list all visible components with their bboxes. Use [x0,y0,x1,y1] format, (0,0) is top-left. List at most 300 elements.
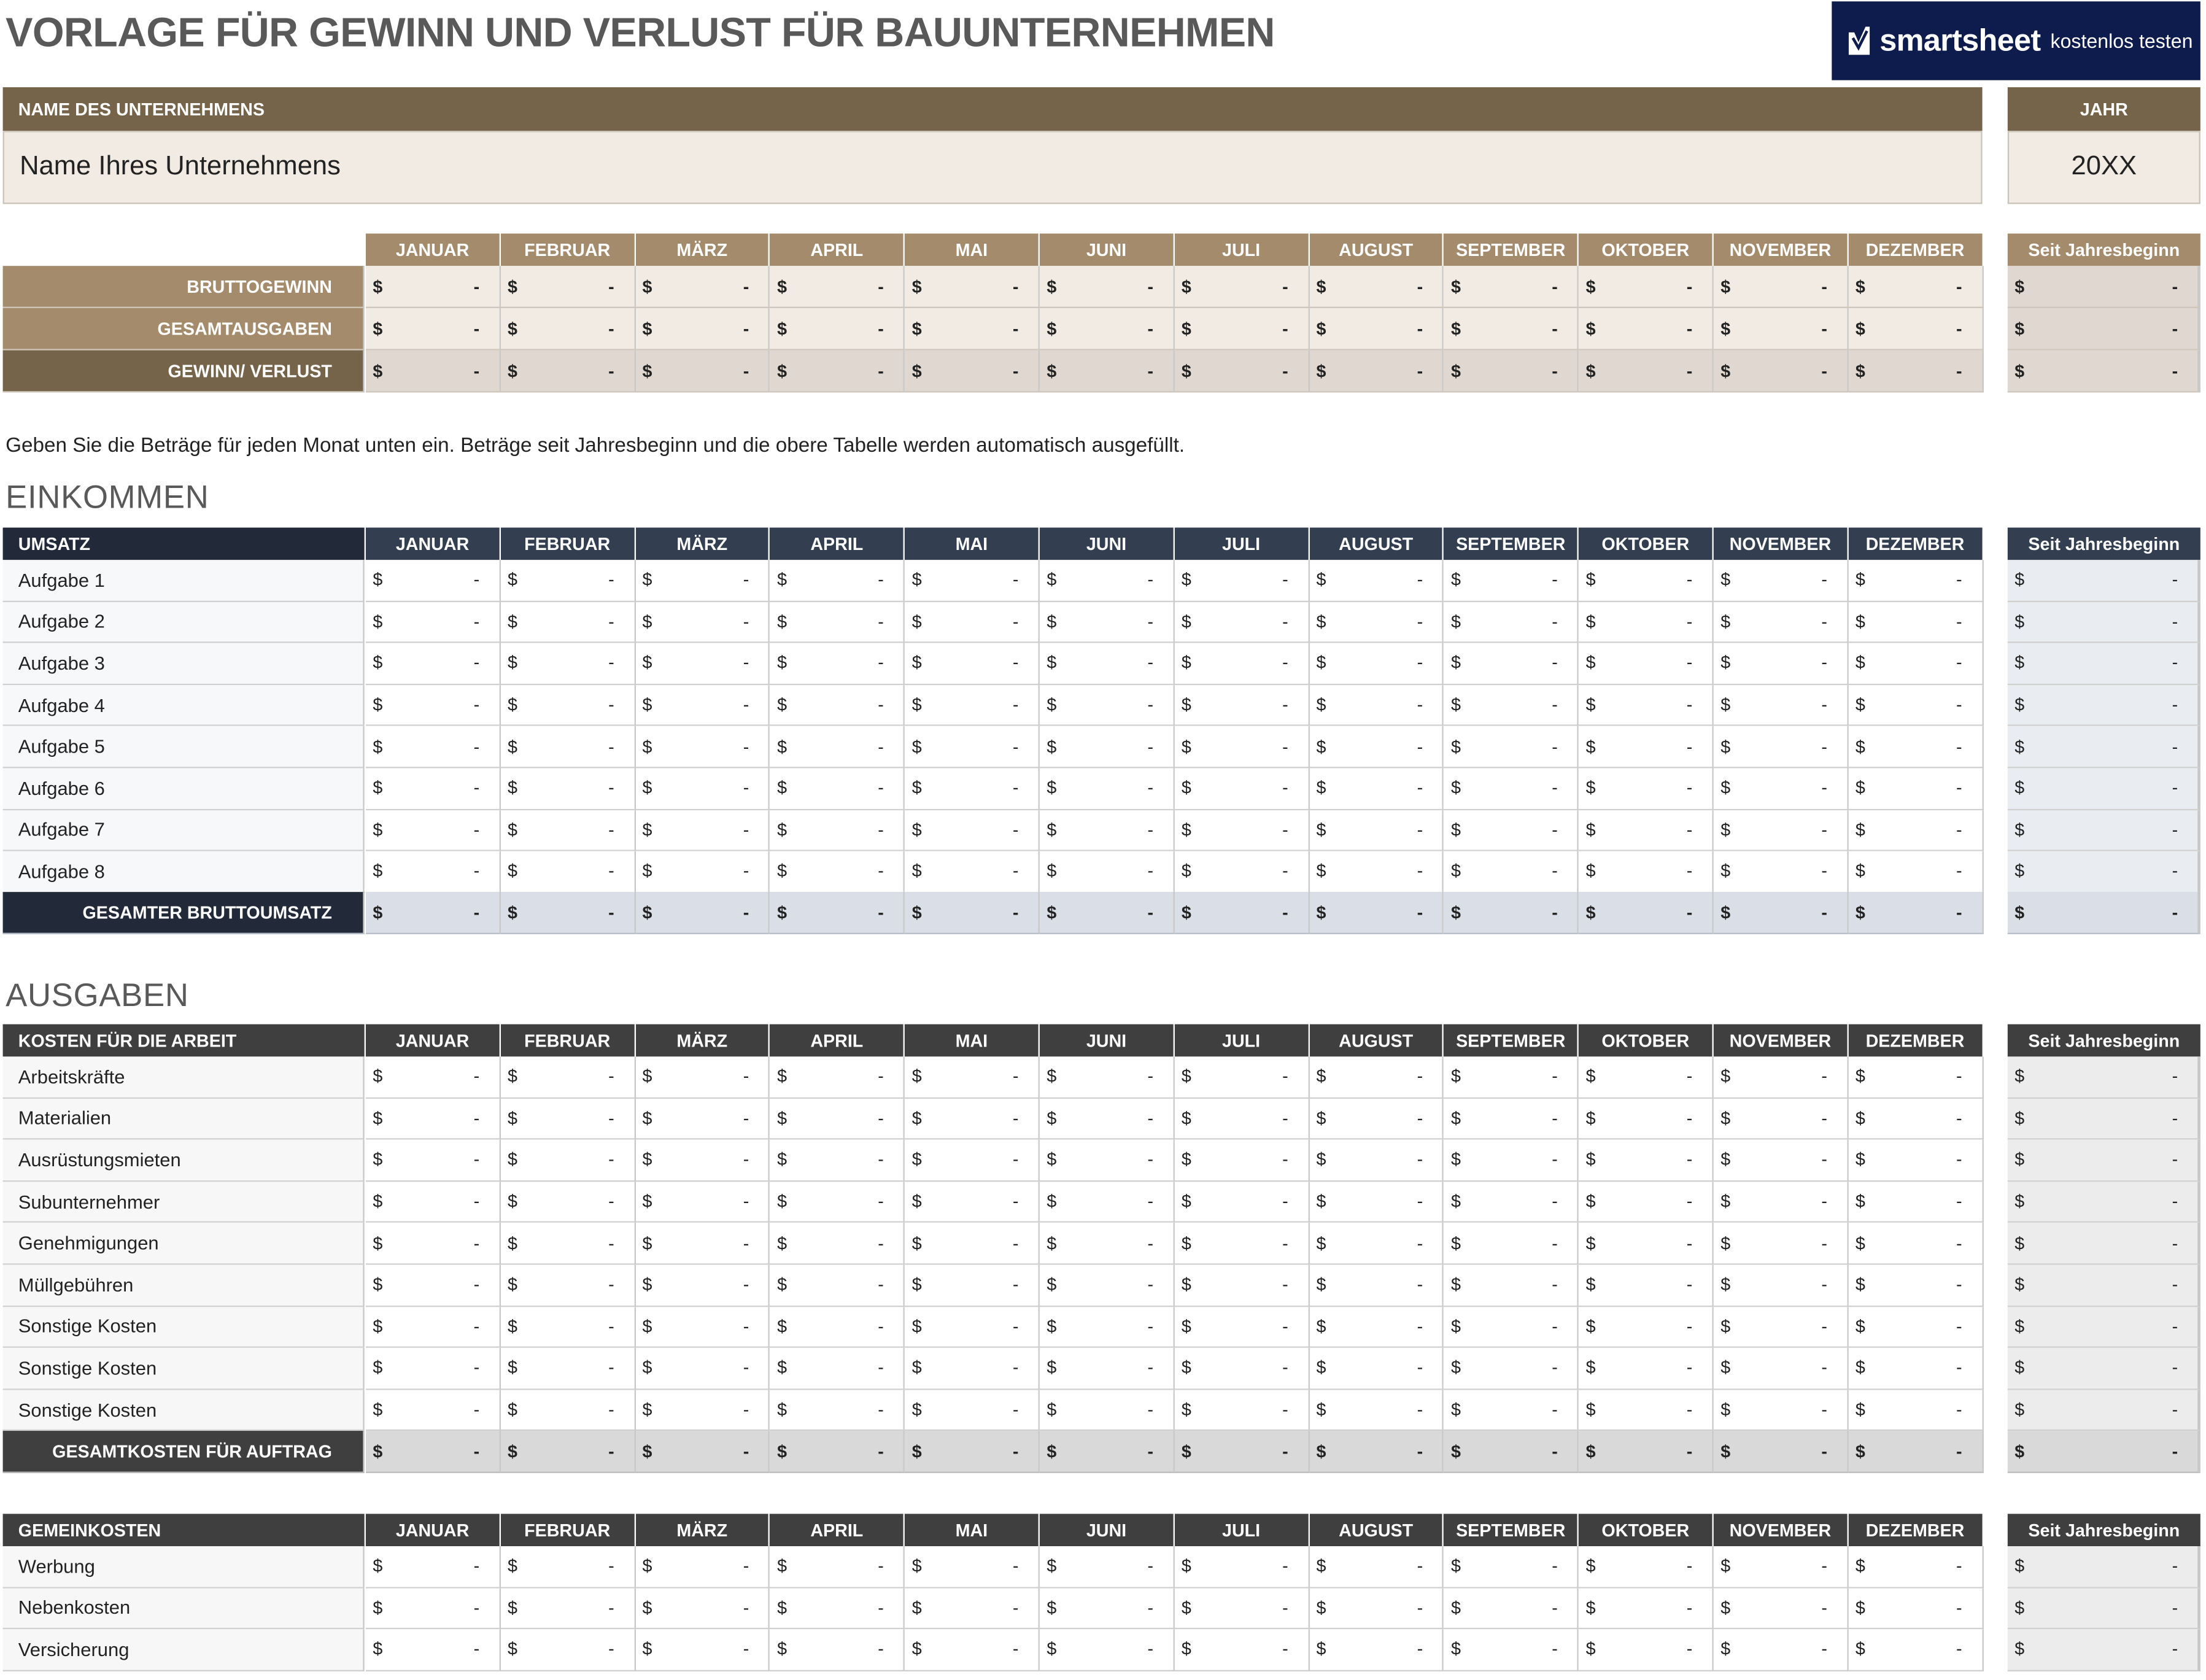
income-amount-cell[interactable] [635,602,770,643]
expenses-amount-cell[interactable] [1444,1306,1579,1348]
income-amount-cell[interactable] [1714,643,1849,685]
income-amount-cell[interactable] [1174,685,1309,727]
currency-symbol: $ [507,276,517,296]
expenses-amount-cell[interactable] [1579,1348,1714,1390]
expenses-amount-cell[interactable] [1714,1265,1849,1307]
expenses-amount-cell[interactable] [1848,1056,1983,1098]
expenses-amount-cell[interactable] [1444,1265,1579,1307]
expenses-amount-cell[interactable] [1040,1390,1175,1431]
amount-value: - [1552,1150,1558,1170]
expenses-amount-cell[interactable] [1848,1223,1983,1265]
income-amount-cell[interactable] [1579,560,1714,602]
income-amount-cell[interactable] [905,560,1040,602]
income-amount-cell[interactable] [1309,560,1444,602]
income-amount-cell[interactable] [1309,810,1444,851]
expenses-amount-cell[interactable] [635,1265,770,1307]
income-amount-cell[interactable] [1174,768,1309,810]
income-amount-cell[interactable] [1579,768,1714,810]
expenses-amount-cell[interactable] [635,1223,770,1265]
income-amount-cell[interactable] [770,643,905,685]
amount-value: - [1821,319,1827,339]
expenses-amount-cell[interactable] [770,1056,905,1098]
expenses-ytd-cell [2008,1182,2200,1223]
expenses-amount-cell[interactable] [905,1348,1040,1390]
expenses-amount-cell[interactable] [1714,1348,1849,1390]
income-amount-cell[interactable] [1579,851,1714,893]
expenses-amount-cell[interactable] [770,1098,905,1140]
expenses-amount-cell[interactable] [366,1056,501,1098]
expenses-amount-cell[interactable] [1848,1182,1983,1223]
income-amount-cell[interactable] [1848,768,1983,810]
expenses-amount-cell[interactable] [635,1140,770,1182]
currency-symbol: $ [1047,653,1057,673]
income-amount-cell[interactable] [635,768,770,810]
overhead-amount-cell[interactable] [905,1630,1040,1671]
amount-value: - [1956,861,1962,881]
expenses-amount-cell[interactable] [1714,1182,1849,1223]
currency-symbol: $ [1855,570,1865,590]
income-amount-cell[interactable] [1040,560,1175,602]
income-amount-cell[interactable] [1714,768,1849,810]
income-amount-cell[interactable] [1444,810,1579,851]
expenses-amount-cell[interactable] [1848,1265,1983,1307]
expenses-amount-cell[interactable] [1309,1098,1444,1140]
currency-symbol: $ [373,695,383,715]
expenses-amount-cell[interactable] [1579,1306,1714,1348]
expenses-amount-cell[interactable] [1309,1306,1444,1348]
expenses-amount-cell[interactable] [1174,1140,1309,1182]
expenses-amount-cell[interactable] [1579,1140,1714,1182]
expenses-amount-cell[interactable] [1579,1223,1714,1265]
smartsheet-trial-button[interactable] [1832,1,2200,80]
income-row-label: Aufgabe 8 [3,851,365,893]
income-amount-cell[interactable] [905,685,1040,727]
income-amount-cell[interactable] [501,727,636,768]
expenses-amount-cell[interactable] [1309,1223,1444,1265]
expenses-amount-cell[interactable] [1579,1182,1714,1223]
expenses-amount-cell[interactable] [1579,1390,1714,1431]
income-amount-cell[interactable] [1848,851,1983,893]
expenses-amount-cell[interactable] [501,1390,636,1431]
overhead-amount-cell[interactable] [366,1588,501,1630]
income-amount-cell[interactable] [905,727,1040,768]
overhead-amount-cell[interactable] [1309,1588,1444,1630]
expenses-amount-cell[interactable] [1174,1182,1309,1223]
expenses-amount-cell[interactable] [1444,1390,1579,1431]
overhead-amount-cell[interactable] [366,1630,501,1671]
amount-value: - [1552,902,1558,923]
expenses-amount-cell[interactable] [1444,1098,1579,1140]
income-amount-cell[interactable] [1848,560,1983,602]
overhead-amount-cell[interactable] [1174,1588,1309,1630]
overhead-amount-cell[interactable] [1579,1588,1714,1630]
income-amount-cell[interactable] [1848,643,1983,685]
expenses-amount-cell[interactable] [501,1265,636,1307]
income-amount-cell[interactable] [366,851,501,893]
overhead-amount-cell[interactable] [635,1546,770,1588]
expenses-amount-cell[interactable] [366,1390,501,1431]
income-amount-cell[interactable] [501,810,636,851]
expenses-amount-cell[interactable] [1174,1056,1309,1098]
overhead-amount-cell[interactable] [1040,1630,1175,1671]
income-amount-cell[interactable] [366,602,501,643]
currency-symbol: $ [777,1108,788,1129]
income-amount-cell[interactable] [366,685,501,727]
income-amount-cell[interactable] [770,560,905,602]
income-amount-cell[interactable] [770,768,905,810]
expenses-amount-cell[interactable] [1444,1348,1579,1390]
income-amount-cell[interactable] [1848,810,1983,851]
currency-symbol: $ [507,570,517,590]
income-row-label: Aufgabe 5 [3,727,365,768]
expenses-amount-cell[interactable] [366,1265,501,1307]
expenses-amount-cell[interactable] [366,1182,501,1223]
income-amount-cell[interactable] [905,602,1040,643]
amount-value: - [1012,570,1019,590]
amount-value: - [473,1441,480,1461]
currency-symbol: $ [1855,902,1865,923]
income-amount-cell[interactable] [1579,643,1714,685]
expenses-amount-cell[interactable] [1714,1098,1849,1140]
income-amount-cell[interactable] [501,643,636,685]
expenses-amount-cell[interactable] [501,1182,636,1223]
expenses-amount-cell[interactable] [770,1348,905,1390]
expenses-amount-cell[interactable] [905,1265,1040,1307]
currency-symbol: $ [1720,820,1731,840]
currency-symbol: $ [1855,861,1865,881]
income-amount-cell[interactable] [1579,685,1714,727]
income-amount-cell[interactable] [1174,810,1309,851]
amount-value: - [1417,1108,1423,1129]
income-amount-cell[interactable] [1444,560,1579,602]
income-amount-cell[interactable] [905,810,1040,851]
expenses-amount-cell[interactable] [1714,1140,1849,1182]
income-amount-cell[interactable] [501,560,636,602]
income-amount-cell[interactable] [635,851,770,893]
expenses-amount-cell[interactable] [770,1265,905,1307]
expenses-amount-cell[interactable] [1848,1140,1983,1182]
expenses-amount-cell[interactable] [501,1223,636,1265]
currency-symbol: $ [1451,1358,1461,1379]
overhead-amount-cell[interactable] [1848,1588,1983,1630]
income-amount-cell[interactable] [1444,851,1579,893]
year-field[interactable]: 20XX [2008,131,2200,204]
income-amount-cell[interactable] [1714,685,1849,727]
amount-value: - [743,695,749,715]
overhead-amount-cell[interactable] [635,1630,770,1671]
amount-value: - [1552,1556,1558,1576]
currency-symbol: $ [507,1358,517,1379]
expenses-amount-cell[interactable] [366,1223,501,1265]
overhead-amount-cell[interactable] [1848,1630,1983,1671]
overhead-amount-cell[interactable] [905,1588,1040,1630]
expenses-amount-cell[interactable] [366,1348,501,1390]
income-amount-cell[interactable] [1309,727,1444,768]
currency-symbol: $ [777,902,788,923]
expenses-amount-cell[interactable] [905,1182,1040,1223]
summary-amount-cell [635,266,770,308]
income-amount-cell[interactable] [1579,727,1714,768]
income-amount-cell[interactable] [1040,602,1175,643]
income-amount-cell[interactable] [1309,643,1444,685]
overhead-amount-cell[interactable] [501,1630,636,1671]
expenses-amount-cell[interactable] [905,1140,1040,1182]
expenses-amount-cell[interactable] [1040,1140,1175,1182]
income-total-amount-cell [1444,892,1579,934]
expenses-amount-cell[interactable] [501,1056,636,1098]
expenses-amount-cell[interactable] [1174,1098,1309,1140]
expenses-amount-cell[interactable] [1444,1182,1579,1223]
expenses-amount-cell[interactable] [1174,1306,1309,1348]
income-amount-cell[interactable] [1444,768,1579,810]
expenses-amount-cell[interactable] [1714,1306,1849,1348]
overhead-amount-cell[interactable] [770,1588,905,1630]
overhead-amount-cell[interactable] [1579,1546,1714,1588]
currency-symbol: $ [911,1399,922,1420]
currency-symbol: $ [911,695,922,715]
overhead-amount-cell[interactable] [366,1546,501,1588]
amount-value: - [878,1556,884,1576]
expenses-amount-cell[interactable] [635,1390,770,1431]
amount-value: - [473,1639,480,1660]
currency-symbol: $ [373,1067,383,1087]
income-amount-cell[interactable] [1040,643,1175,685]
income-amount-cell[interactable] [1848,685,1983,727]
overhead-amount-cell[interactable] [1714,1546,1849,1588]
income-amount-cell[interactable] [905,851,1040,893]
expenses-amount-cell[interactable] [770,1223,905,1265]
income-amount-cell[interactable] [1174,602,1309,643]
expenses-amount-cell[interactable] [1040,1182,1175,1223]
income-amount-cell[interactable] [635,810,770,851]
trial-link[interactable]: kostenlos testen [2050,29,2193,52]
income-amount-cell[interactable] [1714,602,1849,643]
expenses-amount-cell[interactable] [501,1098,636,1140]
expenses-amount-cell[interactable] [1848,1306,1983,1348]
income-amount-cell[interactable] [366,727,501,768]
expenses-amount-cell[interactable] [366,1306,501,1348]
overhead-amount-cell[interactable] [1040,1588,1175,1630]
expenses-amount-cell[interactable] [1579,1056,1714,1098]
expenses-amount-cell[interactable] [905,1056,1040,1098]
expenses-amount-cell[interactable] [905,1390,1040,1431]
overhead-amount-cell[interactable] [635,1588,770,1630]
expenses-row-label: Arbeitskräfte [3,1056,365,1098]
income-amount-cell[interactable] [1714,560,1849,602]
expenses-amount-cell[interactable] [1040,1098,1175,1140]
currency-symbol: $ [1585,1191,1596,1212]
income-amount-cell[interactable] [635,560,770,602]
income-amount-cell[interactable] [1309,685,1444,727]
expenses-amount-cell[interactable] [770,1390,905,1431]
expenses-amount-cell[interactable] [1309,1056,1444,1098]
summary-amount-cell [1444,350,1579,393]
income-amount-cell[interactable] [1444,602,1579,643]
income-amount-cell[interactable] [501,602,636,643]
amount-value: - [1012,1358,1019,1379]
amount-value: - [608,695,614,715]
overhead-amount-cell[interactable] [1714,1630,1849,1671]
expenses-amount-cell[interactable] [1714,1056,1849,1098]
summary-month-header: JUNI [1040,233,1173,266]
expenses-amount-cell[interactable] [770,1182,905,1223]
overhead-amount-cell[interactable] [501,1588,636,1630]
overhead-amount-cell[interactable] [1040,1546,1175,1588]
income-amount-cell[interactable] [1848,727,1983,768]
overhead-amount-cell[interactable] [1714,1588,1849,1630]
expenses-amount-cell[interactable] [501,1140,636,1182]
income-amount-cell[interactable] [1309,768,1444,810]
currency-symbol: $ [1720,861,1731,881]
income-amount-cell[interactable] [501,851,636,893]
expenses-amount-cell[interactable] [635,1098,770,1140]
expenses-amount-cell[interactable] [1579,1265,1714,1307]
overhead-amount-cell[interactable] [1309,1630,1444,1671]
expenses-amount-cell[interactable] [1444,1140,1579,1182]
expenses-amount-cell[interactable] [501,1348,636,1390]
income-amount-cell[interactable] [770,851,905,893]
income-amount-cell[interactable] [1040,768,1175,810]
expenses-amount-cell[interactable] [1040,1056,1175,1098]
overhead-amount-cell[interactable] [905,1546,1040,1588]
income-amount-cell[interactable] [905,768,1040,810]
income-amount-cell[interactable] [1309,851,1444,893]
expenses-amount-cell[interactable] [1040,1223,1175,1265]
overhead-amount-cell[interactable] [770,1630,905,1671]
currency-symbol: $ [507,1639,517,1660]
expenses-amount-cell[interactable] [635,1056,770,1098]
income-amount-cell[interactable] [501,768,636,810]
expenses-amount-cell[interactable] [1309,1348,1444,1390]
income-amount-cell[interactable] [635,685,770,727]
income-amount-cell[interactable] [770,685,905,727]
expenses-amount-cell[interactable] [1309,1265,1444,1307]
expenses-amount-cell[interactable] [1309,1140,1444,1182]
expenses-amount-cell[interactable] [635,1348,770,1390]
income-amount-cell[interactable] [770,602,905,643]
overhead-amount-cell[interactable] [1174,1630,1309,1671]
currency-symbol: $ [911,861,922,881]
expenses-amount-cell[interactable] [1444,1223,1579,1265]
overhead-amount-cell[interactable] [1174,1546,1309,1588]
expenses-amount-cell[interactable] [635,1182,770,1223]
amount-value: - [1821,737,1827,757]
amount-value: - [473,861,480,881]
expenses-amount-cell[interactable] [905,1098,1040,1140]
expenses-amount-cell[interactable] [1579,1098,1714,1140]
currency-symbol: $ [911,902,922,923]
currency-symbol: $ [1047,1275,1057,1295]
currency-symbol: $ [2014,1598,2025,1618]
expenses-amount-cell[interactable] [905,1223,1040,1265]
summary-amount-cell [1848,350,1983,393]
income-amount-cell[interactable] [1444,727,1579,768]
overhead-amount-cell[interactable] [1848,1546,1983,1588]
amount-value: - [1686,1399,1693,1420]
amount-value: - [1686,1233,1693,1253]
income-amount-cell[interactable] [1848,602,1983,643]
company-name-field[interactable]: Name Ihres Unternehmens [3,131,1983,204]
income-amount-cell[interactable] [1040,810,1175,851]
expenses-amount-cell[interactable] [1309,1182,1444,1223]
expenses-amount-cell[interactable] [770,1140,905,1182]
expenses-amount-cell[interactable] [635,1306,770,1348]
income-amount-cell[interactable] [501,685,636,727]
expenses-amount-cell[interactable] [905,1306,1040,1348]
summary-amount-cell [770,350,905,393]
expenses-amount-cell[interactable] [501,1306,636,1348]
summary-amount-cell [1444,308,1579,350]
income-amount-cell[interactable] [1174,643,1309,685]
income-amount-cell[interactable] [1714,851,1849,893]
overhead-amount-cell[interactable] [1309,1546,1444,1588]
overhead-amount-cell[interactable] [1444,1588,1579,1630]
income-amount-cell[interactable] [1040,851,1175,893]
income-amount-cell[interactable] [366,643,501,685]
income-amount-cell[interactable] [366,768,501,810]
income-amount-cell[interactable] [1714,810,1849,851]
income-amount-cell[interactable] [1579,602,1714,643]
income-amount-cell[interactable] [1444,643,1579,685]
expenses-amount-cell[interactable] [366,1098,501,1140]
currency-symbol: $ [1451,276,1461,296]
income-amount-cell[interactable] [770,727,905,768]
expenses-amount-cell[interactable] [1174,1265,1309,1307]
income-amount-cell[interactable] [1174,727,1309,768]
expenses-amount-cell[interactable] [1714,1390,1849,1431]
amount-value: - [608,1556,614,1576]
income-amount-cell[interactable] [1174,851,1309,893]
income-amount-cell[interactable] [635,727,770,768]
overhead-amount-cell[interactable] [1579,1630,1714,1671]
income-amount-cell[interactable] [1444,685,1579,727]
expenses-amount-cell[interactable] [1040,1348,1175,1390]
expenses-amount-cell[interactable] [366,1140,501,1182]
expenses-amount-cell[interactable] [1309,1390,1444,1431]
expenses-amount-cell[interactable] [1040,1306,1175,1348]
income-amount-cell[interactable] [905,643,1040,685]
income-amount-cell[interactable] [366,810,501,851]
summary-amount-cell [635,350,770,393]
amount-value: - [1147,1399,1154,1420]
income-amount-cell[interactable] [770,810,905,851]
expenses-amount-cell[interactable] [1040,1265,1175,1307]
expenses-amount-cell[interactable] [770,1306,905,1348]
expenses-amount-cell[interactable] [1174,1390,1309,1431]
expenses-amount-cell[interactable] [1444,1056,1579,1098]
expenses-amount-cell[interactable] [1848,1348,1983,1390]
overhead-amount-cell[interactable] [1444,1546,1579,1588]
income-amount-cell[interactable] [1040,727,1175,768]
expenses-amount-cell[interactable] [1848,1098,1983,1140]
income-amount-cell[interactable] [1174,560,1309,602]
income-amount-cell[interactable] [635,643,770,685]
income-amount-cell[interactable] [1714,727,1849,768]
income-amount-cell[interactable] [366,560,501,602]
expenses-amount-cell[interactable] [1714,1223,1849,1265]
income-amount-cell[interactable] [1309,602,1444,643]
expenses-amount-cell[interactable] [1174,1348,1309,1390]
overhead-amount-cell[interactable] [1444,1630,1579,1671]
overhead-amount-cell[interactable] [770,1546,905,1588]
currency-symbol: $ [1316,611,1326,632]
expenses-amount-cell[interactable] [1174,1223,1309,1265]
income-amount-cell[interactable] [1579,810,1714,851]
income-amount-cell[interactable] [1040,685,1175,727]
overhead-month-header: OKTOBER [1579,1514,1712,1546]
expenses-amount-cell[interactable] [1848,1390,1983,1431]
overhead-amount-cell[interactable] [501,1546,636,1588]
